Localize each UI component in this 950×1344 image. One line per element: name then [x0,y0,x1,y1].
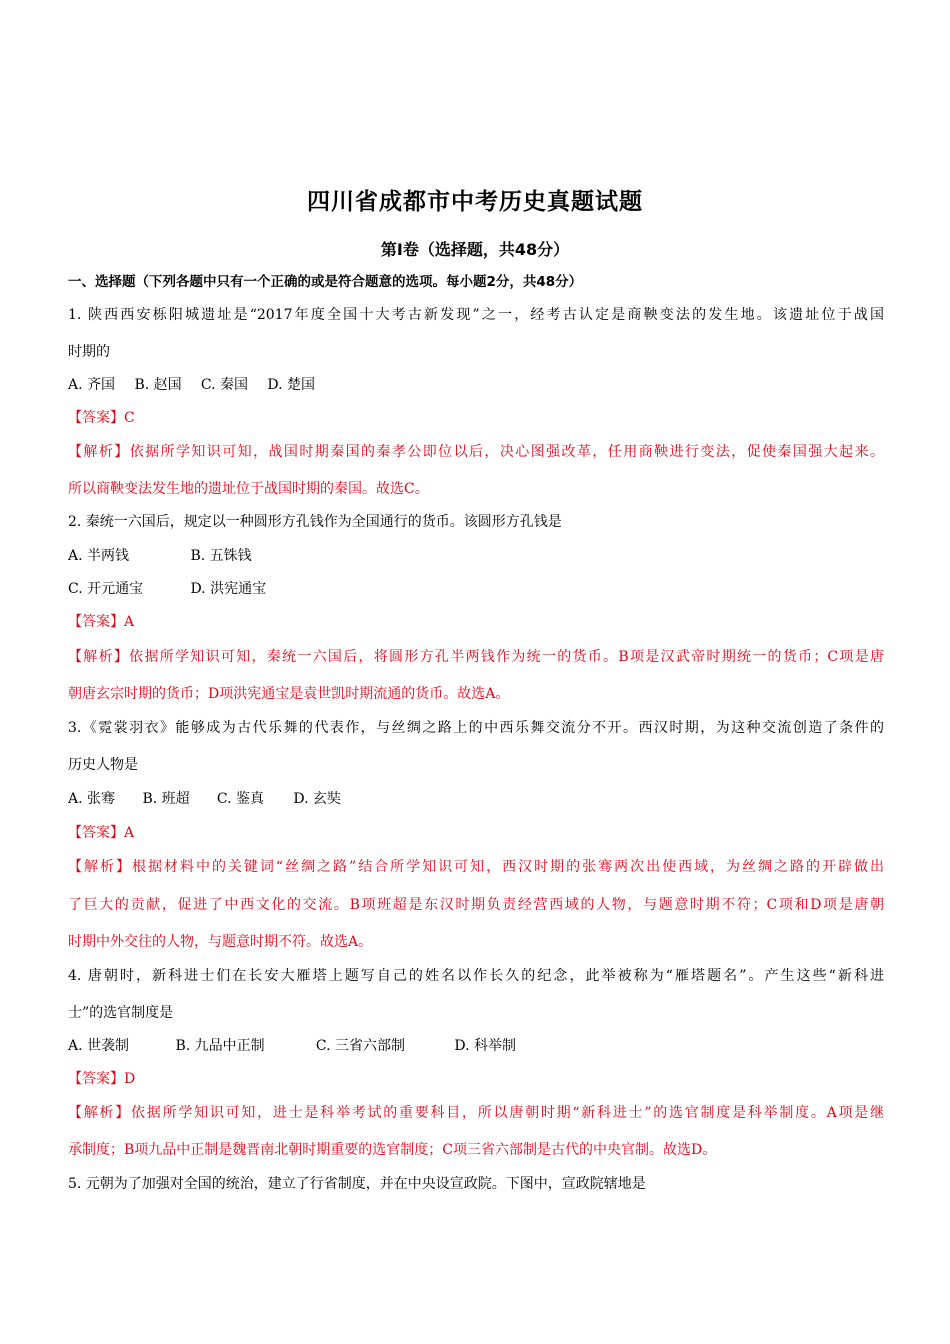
q3-analysis-line2: 了巨大的贡献，促进了中西文化的交流。B项班超是东汉时期负责经营西域的人物，与题意时期不符；C项和D项是唐朝 [68,897,884,913]
q2-option-a: A. 半两钱 [68,548,130,564]
q4-stem-line1: 4. 唐朝时，新科进士们在长安大雁塔上题写自己的姓名以作长久的纪念，此举被称为“雁塔题名”。产生这些“新科进 [68,968,884,984]
q3-option-b: B. 班超 [142,791,190,807]
q1-stem-line2: 时期的 [68,344,110,360]
q1-option-b: B. 赵国 [134,377,182,393]
q3-analysis-line1: 【解析】根据材料中的关键词“丝绸之路”结合所学知识可知，西汉时期的张骞两次出使西域，为丝绸之路的开辟做出 [68,859,884,875]
q1-options [68,375,884,395]
q3-stem-line1: 3.《霓裳羽衣》能够成为古代乐舞的代表作，与丝绸之路上的中西乐舞交流分不开。西汉时期，为这种交流创造了条件的 [68,720,884,736]
q2-options-row1 [68,546,884,566]
part-subtitle: 第Ⅰ卷（选择题，共48分） [380,240,570,259]
q4-option-c: C. 三省六部制 [315,1038,406,1054]
page-title: 四川省成都市中考历史真题试题 [307,189,643,215]
q4-analysis-line2: 承制度；B项九品中正制是魏晋南北朝时期重要的选官制度；C项三省六部制是古代的中央官制。故选D。 [68,1142,717,1158]
q3-analysis-line3: 时期中外交往的人物，与题意时期不符。故选A。 [68,934,373,950]
q1-analysis-line2: 所以商鞅变法发生地的遗址位于战国时期的秦国。故选C。 [68,481,429,497]
q4-options [68,1036,884,1056]
q2-option-c: C. 开元通宝 [68,581,144,597]
q3-answer: 【答案】A [68,825,135,841]
q5-stem: 5. 元朝为了加强对全国的统治，建立了行省制度，并在中央设宣政院。下图中，宣政院辖地是 [68,1176,646,1192]
q2-options-row2 [68,579,884,599]
q4-option-d: D. 科举制 [454,1038,516,1054]
q4-stem-line2: 士”的选官制度是 [68,1005,174,1021]
q4-analysis-line1: 【解析】依据所学知识可知，进士是科举考试的重要科目，所以唐朝时期“新科进士”的选官制度是科举制度。A项是继 [68,1105,884,1121]
q2-analysis-line1: 【解析】依据所学知识可知，秦统一六国后，将圆形方孔半两钱作为统一的货币。B项是汉武帝时期统一的货币；C项是唐 [68,649,884,665]
q1-analysis-line1: 【解析】依据所学知识可知，战国时期秦国的秦孝公即位以后，决心图强改革，任用商鞅进行变法，促使秦国强大起来。 [68,444,884,460]
q2-option-d: D. 洪宪通宝 [190,581,267,597]
q1-option-d: D. 楚国 [267,377,315,393]
q1-option-a: A. 齐国 [68,377,116,393]
q2-analysis-line2: 朝唐玄宗时期的货币；D项洪宪通宝是袁世凯时期流通的货币。故选A。 [68,686,510,702]
q1-answer: 【答案】C [68,410,135,426]
q3-stem-line2: 历史人物是 [68,757,138,773]
q3-options [68,789,884,809]
q2-option-b: B. 五铢钱 [190,548,252,564]
q4-answer: 【答案】D [68,1071,136,1087]
q4-option-a: A. 世袭制 [68,1038,130,1054]
q1-stem-line1: 1. 陕西西安栎阳城遗址是“2017年度全国十大考古新发现”之一，经考古认定是商鞅变法的发生地。该遗址位于战国 [68,307,884,323]
q2-stem: 2. 秦统一六国后，规定以一种圆形方孔钱作为全国通行的货币。该圆形方孔钱是 [68,514,562,530]
section-heading: 一、选择题（下列各题中只有一个正确的或是符合题意的选项。每小题2分，共48分） [68,274,583,290]
q3-option-c: C. 鉴真 [216,791,265,807]
q1-option-c: C. 秦国 [200,377,249,393]
q2-answer: 【答案】A [68,614,135,630]
q4-option-b: B. 九品中正制 [175,1038,265,1054]
q3-option-d: D. 玄奘 [293,791,341,807]
q3-option-a: A. 张骞 [68,791,116,807]
